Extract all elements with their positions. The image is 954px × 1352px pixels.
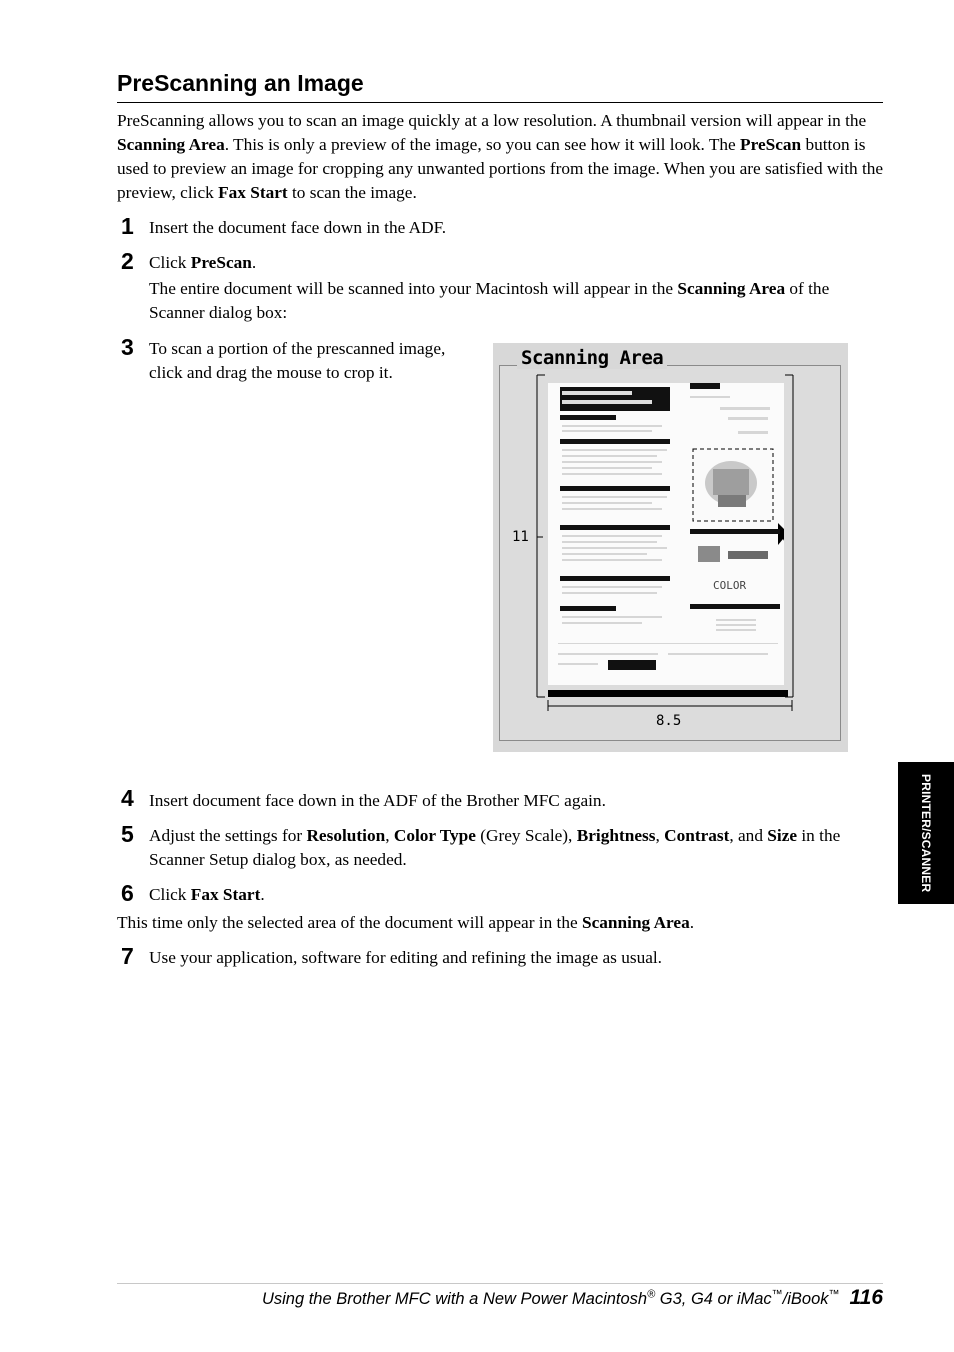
step-number: 7 (121, 943, 134, 969)
height-dimension-label: 11 (512, 529, 529, 545)
page-number: 116 (849, 1286, 883, 1309)
width-dimension-label: 8.5 (656, 713, 682, 729)
step-text: Insert document face down in the ADF of the Brother MFC again. (149, 791, 606, 810)
intro-paragraph: PreScanning allows you to scan an image quickly at a low resolution. A thumbnail version will appear in the Scanning Area. This is only a preview of the image, so you can see how it will look. The PreScan button is used to preview an image for cropping any unwanted portions from the image. When you are satisfied with the preview, click Fax Start to scan the image. (117, 111, 884, 202)
step-number: 2 (121, 248, 134, 274)
scanning-area-figure (493, 343, 848, 752)
step-number: 1 (121, 213, 134, 239)
footer-sup-b: ™ (771, 1288, 783, 1301)
step-text: Insert the document face down in the ADF. (149, 218, 447, 237)
step-number: 3 (121, 334, 134, 360)
after-step-paragraph: This time only the selected area of the document will appear in the Scanning Area. (117, 913, 695, 932)
step-text: Click Fax Start. (149, 885, 265, 904)
step-number: 4 (121, 785, 134, 811)
step-number: 6 (121, 880, 134, 906)
page-heading: PreScanning an Image (117, 68, 883, 103)
step-note: The entire document will be scanned into your Macintosh will appear in the Scanning Area of the Scanner dialog box: (149, 279, 830, 322)
step-number: 5 (121, 821, 134, 847)
section-side-tab-label: PRINTER/SCANNER (919, 773, 933, 893)
footer-text-c: /iBook (782, 1290, 829, 1308)
scanning-area-title: Scanning Area (517, 347, 667, 369)
footer-sup-c: ™ (828, 1288, 840, 1301)
step-text: Click PreScan. (149, 253, 257, 272)
footer-sup-a: ® (647, 1288, 656, 1301)
step-text: To scan a portion of the prescanned image, click and drag the mouse to crop it. (149, 339, 446, 382)
section-side-tab (898, 762, 954, 904)
footer-text-b: G3, G4 or iMac (655, 1290, 772, 1308)
dimension-lines (493, 343, 848, 752)
page-footer (117, 1284, 883, 1313)
color-label: COLOR (713, 579, 747, 592)
step-text: Use your application, software for editing and refining the image as usual. (149, 948, 663, 967)
step-text: Adjust the settings for Resolution, Color Type (Grey Scale), Brightness, Contrast, and Size in the Scanner Setup dialog box, as needed. (149, 826, 841, 869)
footer-text-a: Using the Brother MFC with a New Power Macintosh (261, 1290, 648, 1308)
